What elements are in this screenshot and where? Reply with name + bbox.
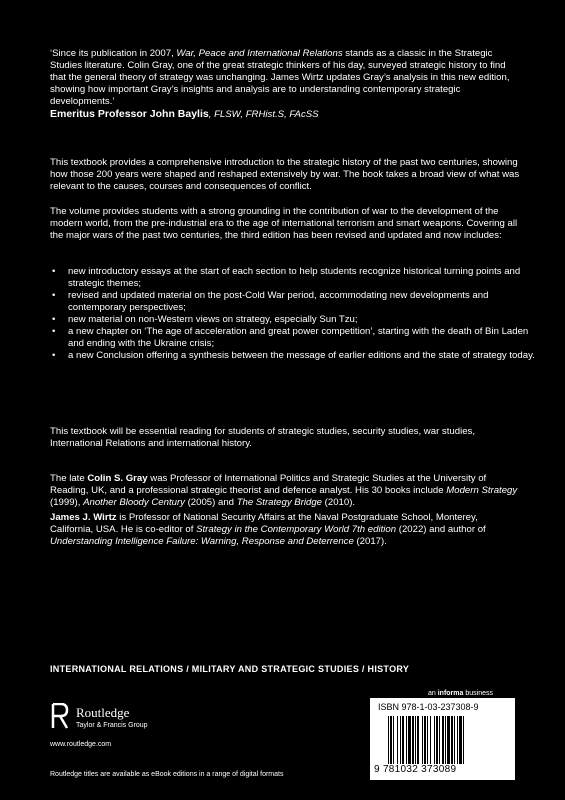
quote-author: Emeritus Professor John Baylis — [50, 108, 209, 120]
quote-author-credentials: , FLSW, FRHist.S, FAcSS — [208, 109, 319, 120]
isbn-barcode — [370, 698, 515, 780]
subject-categories: INTERNATIONAL RELATIONS / MILITARY AND STRATEGIC STUDIES / HISTORY — [50, 664, 410, 674]
bio-text: The late — [50, 473, 88, 484]
barcode-number: 9 781032 373089 — [374, 764, 457, 775]
bio-text: (2010). — [322, 497, 356, 508]
publisher-name: Routledge — [76, 705, 130, 720]
publisher-website: www.routledge.com — [50, 741, 112, 748]
author-bio-gray — [50, 473, 520, 509]
list-item: • a new chapter on ‘The age of acceleration and great power competition’, starting with the death of Bin Laden and ending with the Ukraine crisis; — [68, 326, 538, 350]
ebook-note: Routledge titles are available as eBook editions in a range of digital formats — [50, 771, 284, 778]
author-name-gray: Colin S. Gray — [87, 473, 148, 484]
list-item: • revised and updated material on the post-Cold War period, accommodating new developments and contemporary perspectives; — [68, 290, 538, 314]
description-paragraph-1: This textbook provides a comprehensive introduction to the strategic history of the past two centuries, showing how those 200 years were shaped and reshaped extensively by war. The book takes a broad view of what was relevant to the causes, courses and consequences of conflict. — [50, 157, 520, 192]
list-item: • a new Conclusion offering a synthesis between the message of earlier editions and the state of strategy today. — [68, 350, 538, 362]
description-paragraph-2: The volume provides students with a strong grounding in the contribution of war to the development of the modern world, from the pre-industrial era to the age of international terrorism and smart weapons. Covering all the major wars of the past two centuries, the third edition has been revised and updated and now includes: — [50, 206, 518, 241]
informa-tagline — [428, 690, 493, 697]
informa-brand: informa — [437, 690, 464, 697]
bio-text: (2017). — [353, 536, 387, 547]
new-features-list — [50, 266, 538, 362]
quote-text-start: ‘Since its publication in 2007, — [50, 48, 177, 59]
isbn-label: ISBN 978-1-03-237308-9 — [378, 702, 479, 712]
book-title: Modern Strategy — [446, 485, 518, 496]
bio-text: (2005) and — [184, 497, 237, 508]
book-title: Strategy in the Contemporary World 7th edition — [196, 524, 397, 535]
endorsement-quote — [50, 48, 520, 121]
author-bio-wirtz — [50, 512, 520, 548]
book-title: Another Bloody Century — [83, 497, 185, 508]
bio-text: was Professor of International Politics and Strategic Studies at the University of Reading, UK, and a professional strategic theorist and defence analyst. His 30 books include — [50, 473, 487, 496]
description-paragraph-3: This textbook will be essential reading for students of strategic studies, security studies, war studies, International Relations and international history. — [50, 426, 475, 449]
list-item: • new material on non-Western views on strategy, especially Sun Tzu; — [68, 314, 538, 326]
bio-text: (2022) and author of — [396, 524, 486, 535]
bio-text: is Professor of National Security Affairs at the Naval Postgraduate School, Monterey, California, USA. He is co-editor of — [50, 512, 478, 535]
quote-book-title: War, Peace and International Relations — [176, 48, 343, 59]
list-item: • new introductory essays at the start of each section to help students recognize historical turning points and strategic themes; — [68, 266, 538, 290]
book-title: The Strategy Bridge — [236, 497, 323, 508]
barcode-bars — [388, 716, 508, 764]
informa-text: an — [428, 690, 438, 697]
publisher-group: Taylor & Francis Group — [76, 722, 148, 729]
bio-text: (1999), — [50, 497, 84, 508]
book-title: Understanding Intelligence Failure: Warning, Response and Deterrence — [50, 536, 354, 547]
informa-text: business — [463, 690, 493, 697]
author-name-wirtz: James J. Wirtz — [50, 512, 117, 523]
routledge-logo-icon — [50, 703, 70, 729]
quote-text-end: stands as a classic in the Strategic Studies literature. Colin Gray, one of the great strategic thinkers of his day, surveyed strategic history to find that the general theory of strategy was unchanging. James Wirtz updates Gray’s analysis in this new edition, showing how important Gray’s insights and analysis are to understanding contemporary strategic developments.’ — [50, 48, 510, 107]
